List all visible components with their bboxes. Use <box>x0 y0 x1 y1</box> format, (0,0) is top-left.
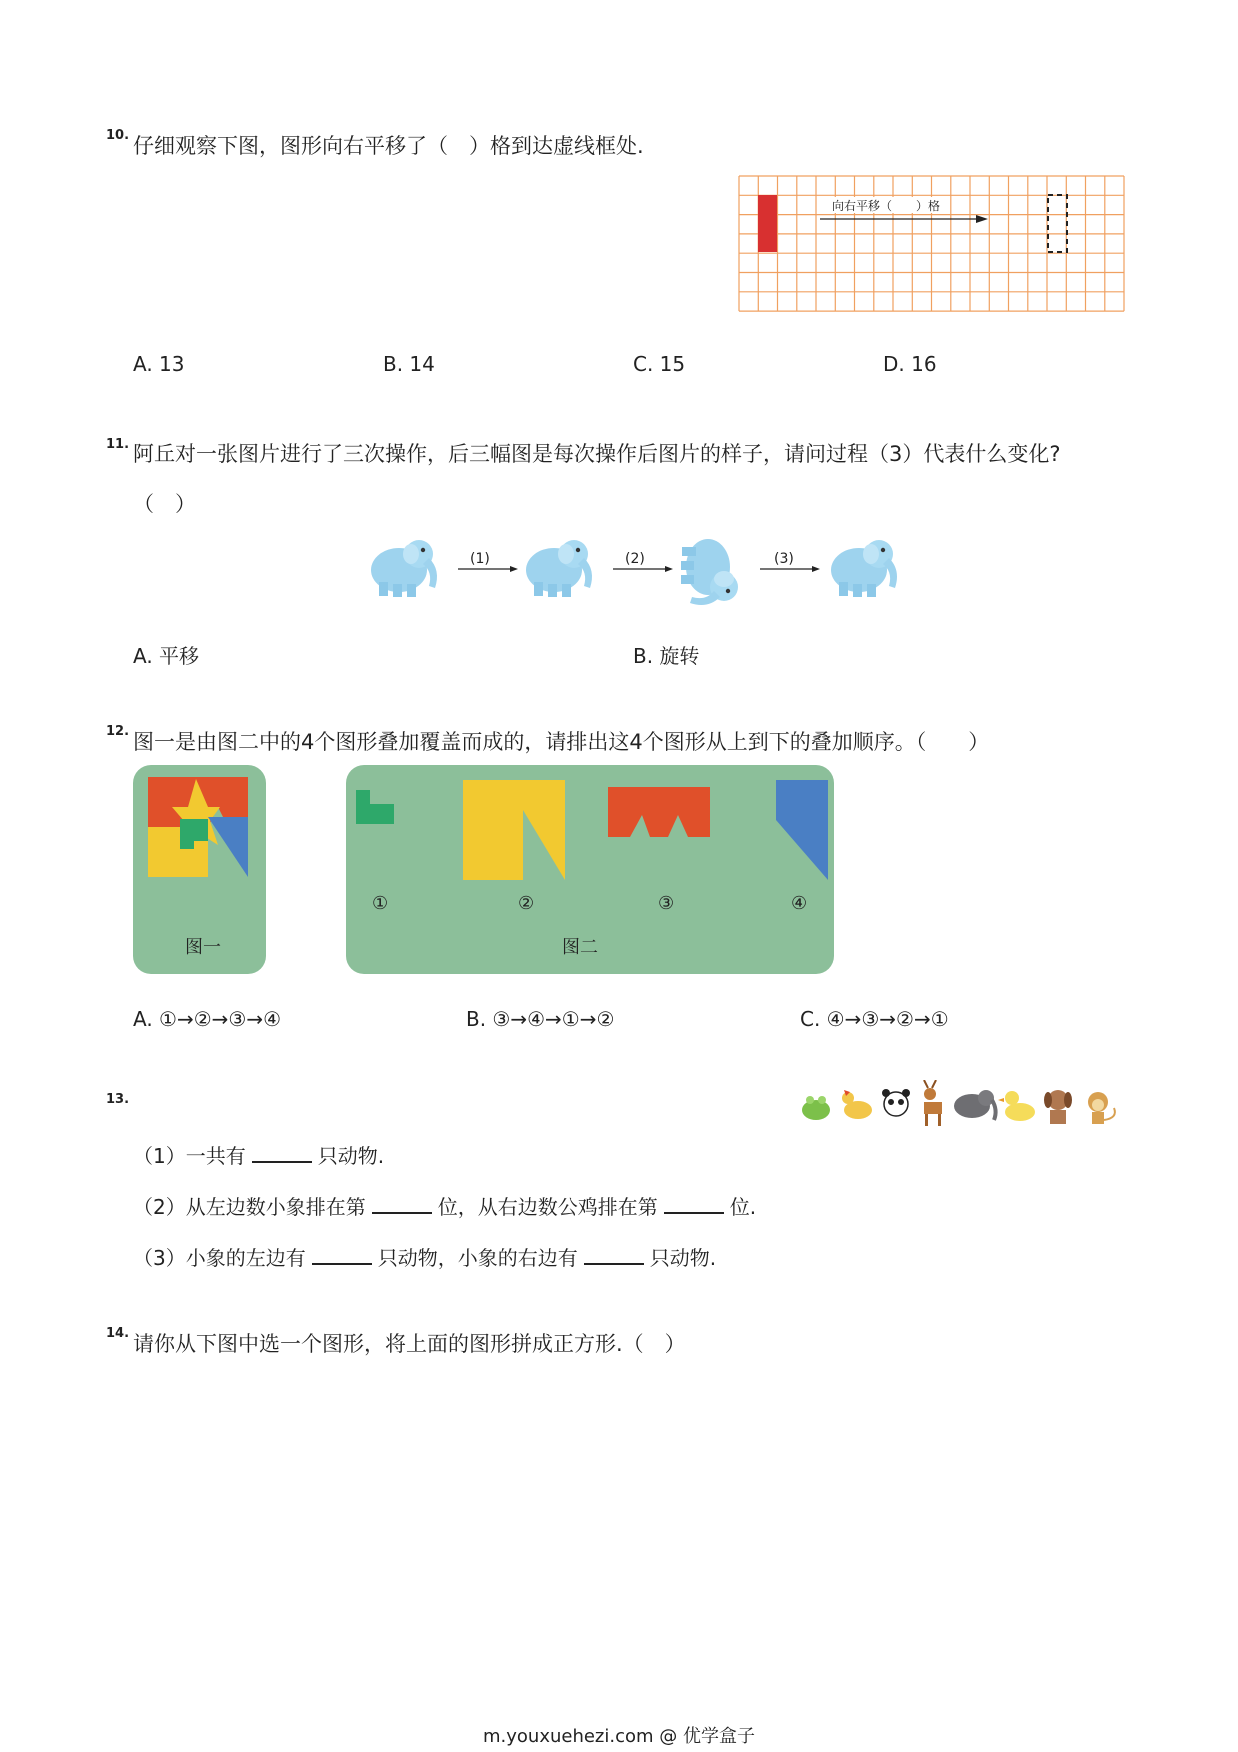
q12-text: 图一是由图二中的4个图形叠加覆盖而成的，请排出这4个图形从上到下的叠加顺序。（ ） <box>133 730 990 754</box>
q13-blank-left-count[interactable] <box>312 1245 372 1265</box>
q13-sub1: （1）一共有 只动物. <box>133 1144 385 1168</box>
q10-option-d[interactable]: D. 16 <box>883 352 937 376</box>
q13-blank-right-count[interactable] <box>584 1245 644 1265</box>
step-1-label: (1) <box>470 551 490 567</box>
elephant-4-icon <box>831 540 897 597</box>
monkey-icon <box>1088 1092 1115 1124</box>
q11-option-b[interactable]: B. 旋转 <box>633 644 700 668</box>
elephant-1-icon <box>371 540 437 597</box>
q13-number: 13. <box>106 1092 130 1107</box>
q11-paren: （ ） <box>133 492 196 516</box>
q12-option-b[interactable]: B. ③→④→①→② <box>466 1007 615 1031</box>
q11-number: 11. <box>106 437 130 452</box>
figure-two-label: 图二 <box>562 937 598 958</box>
elephant-3-rotated-icon <box>681 539 738 605</box>
elephant-icon <box>954 1090 996 1120</box>
piece-1-green <box>356 790 396 830</box>
frog-icon <box>802 1096 830 1120</box>
piece-label-1: ① <box>372 893 389 914</box>
step-2-label: (2) <box>625 551 645 567</box>
red-rectangle <box>758 195 777 252</box>
q12-option-a[interactable]: A. ①→②→③→④ <box>133 1007 282 1031</box>
figure-one-label: 图一 <box>185 937 221 958</box>
dashed-target-box <box>1048 195 1067 252</box>
q13-blank-total[interactable] <box>252 1143 312 1163</box>
q11-elephant-sequence <box>360 525 920 605</box>
deer-icon <box>924 1080 942 1126</box>
piece-3-red <box>608 787 712 843</box>
q10-grid-figure <box>738 175 1128 313</box>
grid-label: 向右平移（ ）格 <box>832 199 941 213</box>
q10-text: 仔细观察下图，图形向右平移了（ ）格到达虚线框处. <box>133 134 644 158</box>
q13-blank-elephant-position[interactable] <box>372 1194 432 1214</box>
q11-option-a[interactable]: A. 平移 <box>133 644 200 668</box>
rooster-icon <box>842 1090 872 1119</box>
q14-text: 请你从下图中选一个图形，将上面的图形拼成正方形.（ ） <box>133 1332 686 1356</box>
piece-label-3: ③ <box>658 893 675 914</box>
q13-blank-rooster-position[interactable] <box>664 1194 724 1214</box>
q13-sub2: （2）从左边数小象排在第 位，从右边数公鸡排在第 位. <box>133 1195 757 1219</box>
move-arrow-head <box>976 215 988 223</box>
figure-two-panel <box>346 765 834 974</box>
piece-label-2: ② <box>518 893 535 914</box>
q12-option-c[interactable]: C. ④→③→②→① <box>800 1007 949 1031</box>
figure-one-panel <box>133 765 266 974</box>
q11-text: 阿丘对一张图片进行了三次操作，后三幅图是每次操作后图片的样子，请问过程（3）代表什么变化? <box>133 442 1061 466</box>
elephant-2-icon <box>526 540 592 597</box>
q12-number: 12. <box>106 724 130 739</box>
figure-one-composite <box>148 777 252 881</box>
q10-option-b[interactable]: B. 14 <box>383 352 435 376</box>
q10-option-a[interactable]: A. 13 <box>133 352 185 376</box>
piece-label-4: ④ <box>791 893 808 914</box>
piece-2-yellow <box>463 780 567 884</box>
q10-option-c[interactable]: C. 15 <box>633 352 686 376</box>
dog-icon <box>1044 1090 1072 1124</box>
q10-number: 10. <box>106 128 130 143</box>
q14-number: 14. <box>106 1326 130 1341</box>
animal-row <box>800 1080 1140 1130</box>
piece-4-blue <box>776 780 830 884</box>
step-3-label: (3) <box>774 551 794 567</box>
page-footer: m.youxuehezi.com @ 优学盒子 <box>482 1726 755 1747</box>
q13-sub3: （3）小象的左边有 只动物，小象的右边有 只动物. <box>133 1246 717 1270</box>
duck-icon <box>998 1091 1035 1121</box>
panda-icon <box>882 1089 910 1116</box>
